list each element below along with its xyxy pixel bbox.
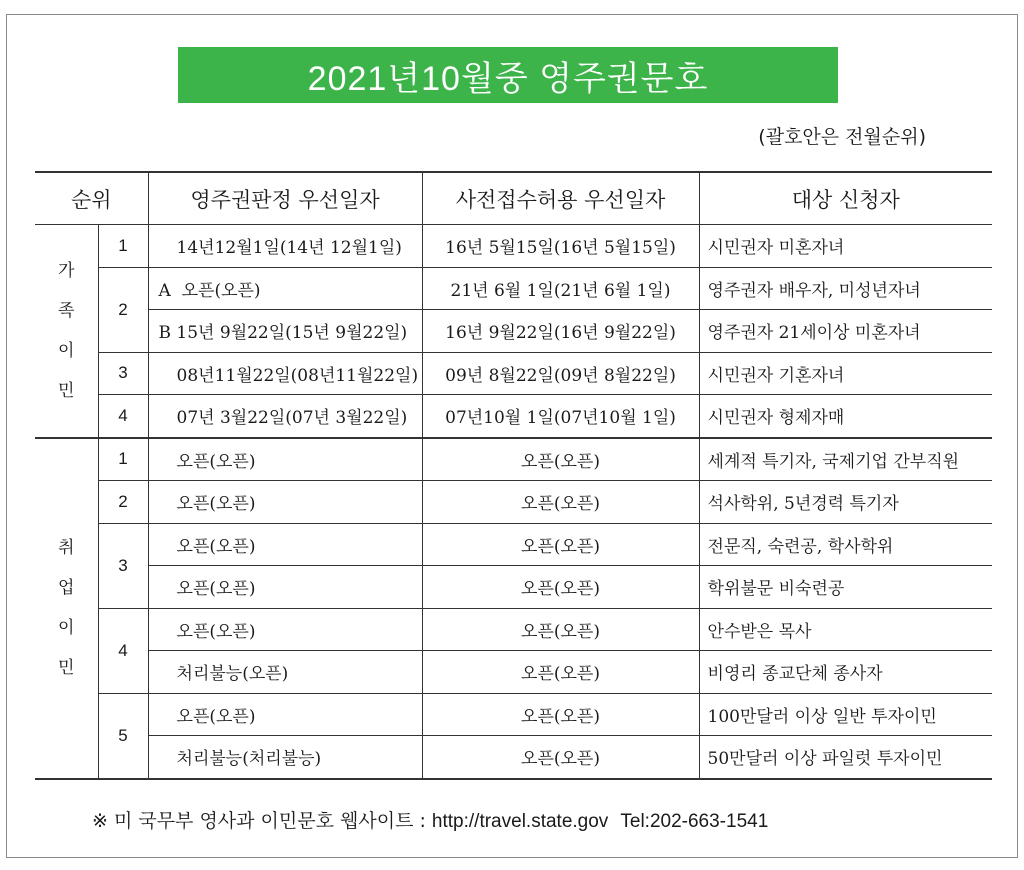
- phone-number: Tel:202-663-1541: [620, 811, 769, 832]
- filing-date: 오픈(오픈): [422, 651, 699, 694]
- table-row: [35, 310, 992, 353]
- filing-date: 오픈(오픈): [422, 523, 699, 566]
- filing-date: 09년 8월22일(09년 8월22일): [422, 352, 699, 395]
- employment-category-label: 취 업 이 민: [35, 438, 98, 779]
- final-action-date: 처리불능(오픈): [148, 651, 422, 694]
- applicant-category: 안수받은 목사: [699, 608, 992, 651]
- table-row: [35, 736, 992, 779]
- filing-date: 16년 5월15일(16년 5월15일): [422, 225, 699, 268]
- filing-date: 21년 6월 1일(21년 6월 1일): [422, 267, 699, 310]
- applicant-category: 시민권자 형제자매: [699, 395, 992, 438]
- applicant-category: 세계적 특기자, 국제기업 간부직원: [699, 438, 992, 481]
- header-row: [35, 172, 992, 225]
- final-action-date: 오픈(오픈): [148, 693, 422, 736]
- table-row: [35, 438, 992, 481]
- table-row: [35, 566, 992, 609]
- rank-number: 4: [98, 395, 148, 438]
- filing-date: 오픈(오픈): [422, 566, 699, 609]
- filing-date: 오픈(오픈): [422, 736, 699, 779]
- applicant-category: 학위불문 비숙련공: [699, 566, 992, 609]
- rank-number: 5: [98, 693, 148, 779]
- table-row: [35, 651, 992, 694]
- header-rank: 순위: [35, 172, 148, 225]
- final-action-date: 14년12월1일(14년 12월1일): [148, 225, 422, 268]
- final-action-date: 07년 3월22일(07년 3월22일): [148, 395, 422, 438]
- page-title: 2021년10월중 영주권문호: [178, 47, 838, 103]
- rank-number: 4: [98, 608, 148, 693]
- website-link[interactable]: http://travel.state.gov: [431, 811, 609, 832]
- table-row: [35, 352, 992, 395]
- header-col1: 영주권판정 우선일자: [148, 172, 422, 225]
- footer-source: [92, 806, 768, 833]
- applicant-category: 전문직, 숙련공, 학사학위: [699, 523, 992, 566]
- filing-date: 07년10월 1일(07년10월 1일): [422, 395, 699, 438]
- header-col3: 대상 신청자: [699, 172, 992, 225]
- final-action-date: 오픈(오픈): [148, 608, 422, 651]
- table-row: [35, 608, 992, 651]
- bracket-note: (괄호안은 전월순위): [758, 126, 926, 148]
- rank-number: 2: [98, 481, 148, 524]
- applicant-category: 영주권자 21세이상 미혼자녀: [699, 310, 992, 353]
- final-action-date: 오픈(오픈): [148, 566, 422, 609]
- rank-number: 3: [98, 523, 148, 608]
- final-action-date: 처리불능(처리불능): [148, 736, 422, 779]
- filing-date: 오픈(오픈): [422, 481, 699, 524]
- applicant-category: 100만달러 이상 일반 투자이민: [699, 693, 992, 736]
- family-category-label: 가 족 이 민: [35, 225, 98, 438]
- final-action-date: 오픈(오픈): [148, 481, 422, 524]
- final-action-date: A 오픈(오픈): [148, 267, 422, 310]
- footer-text: ※ 미 국무부 영사과 이민문호 웹사이트 :: [92, 810, 432, 832]
- filing-date: 오픈(오픈): [422, 693, 699, 736]
- applicant-category: 석사학위, 5년경력 특기자: [699, 481, 992, 524]
- applicant-category: 시민권자 미혼자녀: [699, 225, 992, 268]
- final-action-date: 08년11월22일(08년11월22일): [148, 352, 422, 395]
- rank-number: 1: [98, 438, 148, 481]
- rank-number: 3: [98, 352, 148, 395]
- applicant-category: 비영리 종교단체 종사자: [699, 651, 992, 694]
- applicant-category: 50만달러 이상 파일럿 투자이민: [699, 736, 992, 779]
- applicant-category: 시민권자 기혼자녀: [699, 352, 992, 395]
- filing-date: 16년 9월22일(16년 9월22일): [422, 310, 699, 353]
- table-row: [35, 395, 992, 438]
- visa-bulletin-table: [35, 171, 992, 780]
- table-row: [35, 481, 992, 524]
- table-row: [35, 693, 992, 736]
- header-col2: 사전접수허용 우선일자: [422, 172, 699, 225]
- rank-number: 1: [98, 225, 148, 268]
- filing-date: 오픈(오픈): [422, 608, 699, 651]
- final-action-date: B 15년 9월22일(15년 9월22일): [148, 310, 422, 353]
- table-row: [35, 523, 992, 566]
- table-row: [35, 267, 992, 310]
- rank-number: 2: [98, 267, 148, 352]
- final-action-date: 오픈(오픈): [148, 523, 422, 566]
- filing-date: 오픈(오픈): [422, 438, 699, 481]
- table-row: [35, 225, 992, 268]
- applicant-category: 영주권자 배우자, 미성년자녀: [699, 267, 992, 310]
- final-action-date: 오픈(오픈): [148, 438, 422, 481]
